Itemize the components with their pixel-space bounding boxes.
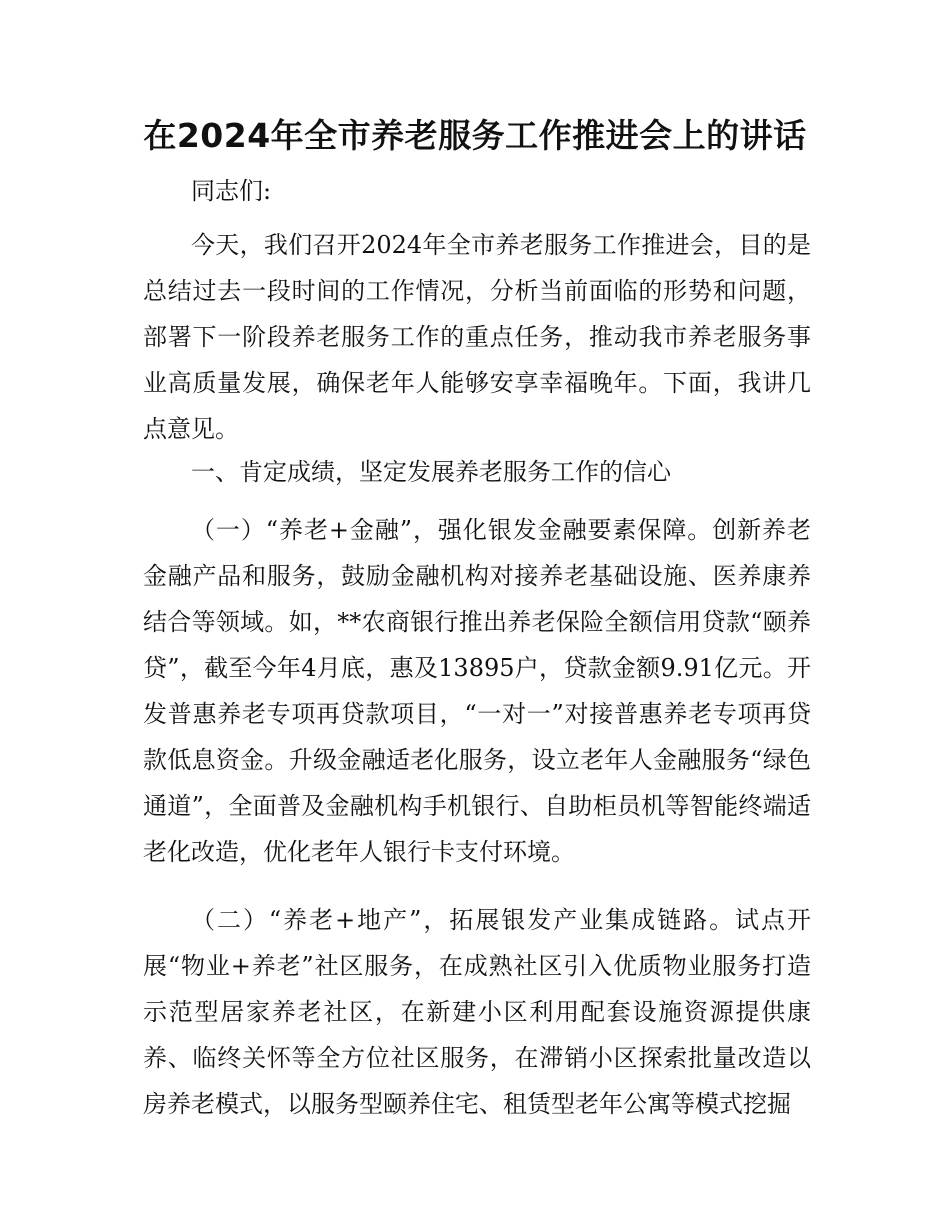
salutation: 同志们: [191, 177, 272, 205]
paragraph-intro: 今天，我们召开2024年全市养老服务工作推进会，目的是总结过去一段时间的工作情况，分析当前面临的形势和问题，部署下一阶段养老服务工作的重点任务，推动我市养老服务事业高质量发展，确保老年人能够安享幸福晚年。下面，我讲几点意见。 [143, 231, 811, 443]
paragraph-real-estate: （二）“养老+地产”，拓展银发产业集成链路。试点开展“物业+养老”社区服务，在成熟社区引入优质物业服务打造示范型居家养老社区，在新建小区利用配套设施资源提供康养、临终关怀等全方位社区服务，在滞销小区探索批量改造以房养老模式，以服务型颐养住宅、租赁型老年公寓等模式挖掘 [143, 906, 811, 1118]
document-title: 在2024年全市养老服务工作推进会上的讲话 [143, 116, 807, 155]
section-heading-1: 一、肯定成绩，坚定发展养老服务工作的信心 [191, 458, 671, 486]
paragraph-finance: （一）“养老+金融”，强化银发金融要素保障。创新养老金融产品和服务，鼓励金融机构对接养老基础设施、医养康养结合等领域。如，**农商银行推出养老保险全额信用贷款“颐养贷”，截至今年4月底，惠及13895户，贷款金额9.91亿元。开发普惠养老专项再贷款项目，“一对一”对接普惠养老专项再贷款低息资金。升级金融适老化服务，设立老年人金融服务“绿色通道”，全面普及金融机构手机银行、自助柜员机等智能终端适老化改造，优化老年人银行卡支付环境。 [143, 516, 811, 866]
